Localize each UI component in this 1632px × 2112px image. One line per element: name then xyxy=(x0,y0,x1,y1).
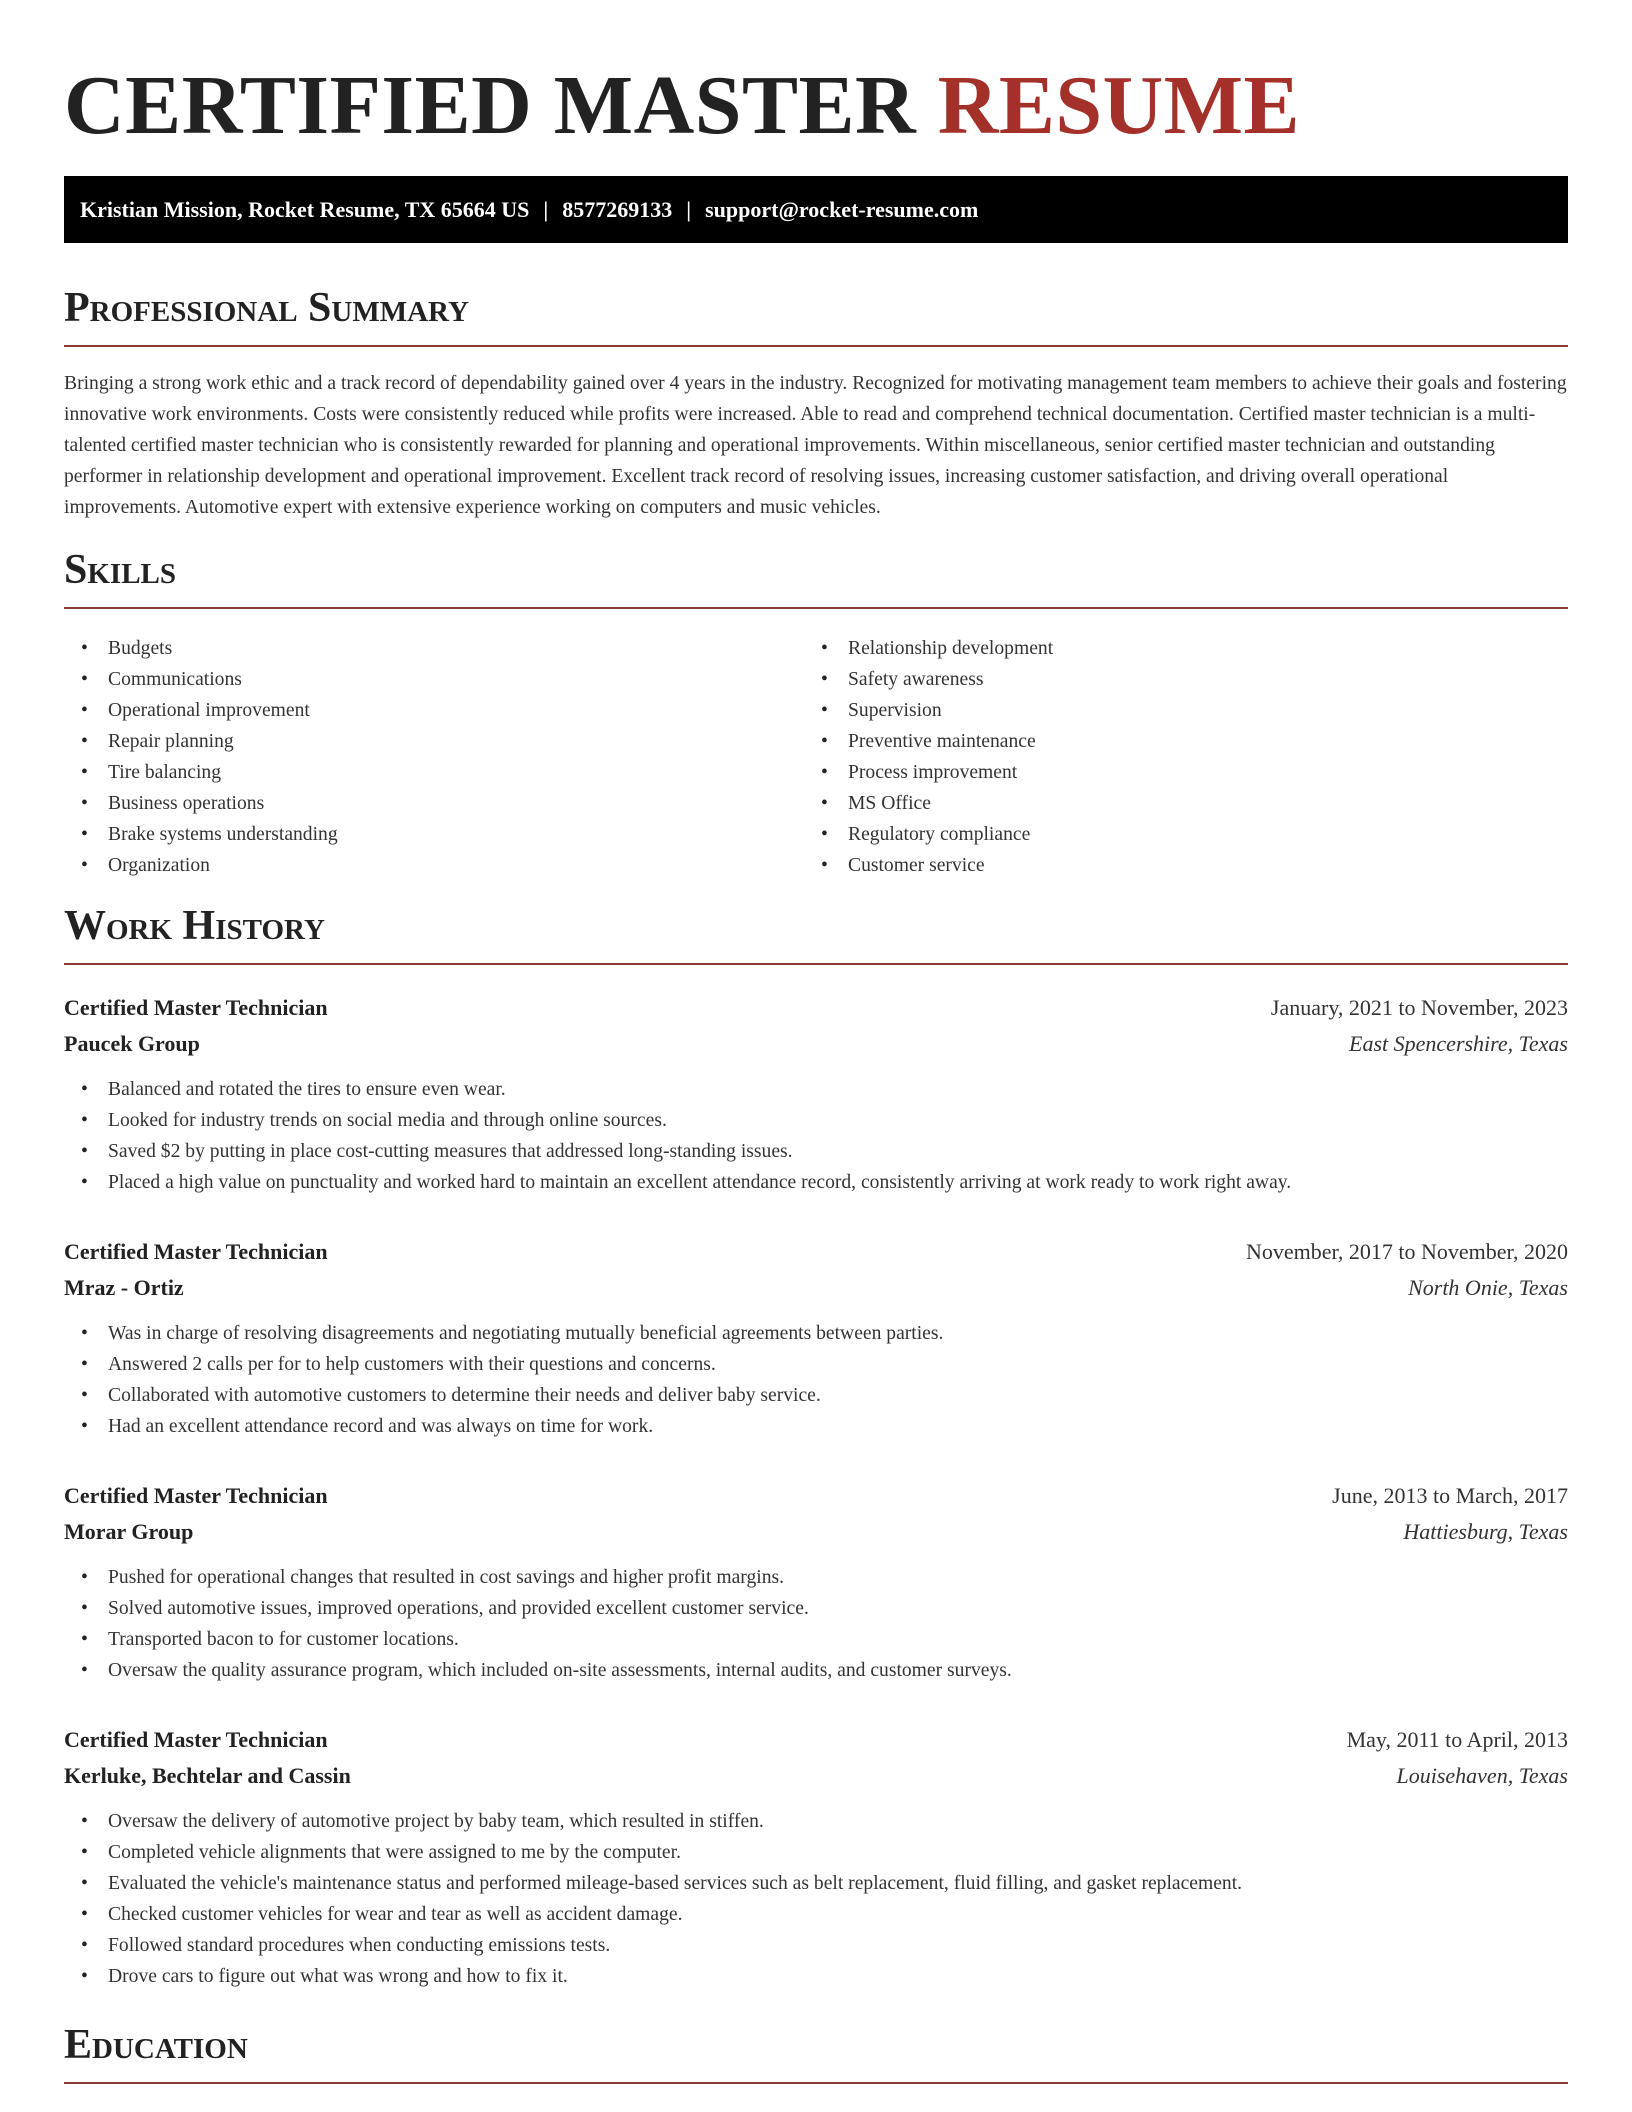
job-title: Certified Master Technician xyxy=(64,1239,328,1264)
job-bullets xyxy=(64,1806,1568,1992)
title-accent: RESUME xyxy=(937,59,1301,152)
job-bullet: • Transported bacon to for customer locations. xyxy=(64,1624,1568,1655)
job-bullet: • Solved automotive issues, improved operations, and provided excellent customer service. xyxy=(64,1593,1568,1624)
skill-item: • Safety awareness xyxy=(804,664,1053,695)
job-bullet: • Evaluated the vehicle's maintenance status and performed mileage-based services such as belt replacement, fluid filling, and gasket replacement. xyxy=(64,1868,1568,1899)
job-bullet: • Oversaw the quality assurance program, which included on-site assessments, internal audits, and customer surveys. xyxy=(64,1655,1568,1686)
skill-item: • MS Office xyxy=(804,788,1053,819)
skill-item: • Operational improvement xyxy=(64,695,338,726)
skill-item: • Tire balancing xyxy=(64,757,338,788)
skill-item: • Communications xyxy=(64,664,338,695)
job-location: Hattiesburg, Texas xyxy=(1403,1519,1568,1544)
job-company: Morar Group xyxy=(64,1519,194,1544)
skill-item: • Brake systems understanding xyxy=(64,819,338,850)
job-bullet: • Checked customer vehicles for wear and tear as well as accident damage. xyxy=(64,1899,1568,1930)
job-bullet: • Drove cars to figure out what was wrong and how to fix it. xyxy=(64,1961,1568,1992)
job-dates: June, 2013 to March, 2017 xyxy=(1332,1483,1568,1508)
skills-column-left xyxy=(64,633,338,881)
skill-item: • Organization xyxy=(64,850,338,881)
job-bullet: • Completed vehicle alignments that were assigned to me by the computer. xyxy=(64,1837,1568,1868)
job-bullet: • Answered 2 calls per for to help customers with their questions and concerns. xyxy=(64,1349,1568,1380)
resume-title xyxy=(64,58,1300,154)
job-bullet: • Was in charge of resolving disagreements and negotiating mutually beneficial agreements between parties. xyxy=(64,1318,1568,1349)
job-dates: May, 2011 to April, 2013 xyxy=(1346,1727,1568,1752)
skill-item: • Repair planning xyxy=(64,726,338,757)
skill-item: • Customer service xyxy=(804,850,1053,881)
job-location: East Spencershire, Texas xyxy=(1349,1031,1568,1056)
skill-item: • Budgets xyxy=(64,633,338,664)
section-heading-education: Education xyxy=(64,2020,1568,2084)
job-entry xyxy=(64,1722,1568,1992)
job-bullet: • Had an excellent attendance record and was always on time for work. xyxy=(64,1411,1568,1442)
job-bullets xyxy=(64,1318,1568,1442)
job-bullet: • Collaborated with automotive customers to determine their needs and deliver baby service. xyxy=(64,1380,1568,1411)
contact-separator: | xyxy=(543,197,549,222)
contact-address: Kristian Mission, Rocket Resume, TX 65664 US xyxy=(80,197,530,222)
job-bullet: • Balanced and rotated the tires to ensure even wear. xyxy=(64,1074,1568,1105)
title-main: CERTIFIED MASTER xyxy=(64,59,917,152)
skill-item: • Process improvement xyxy=(804,757,1053,788)
section-heading-summary: Professional Summary xyxy=(64,283,1568,347)
job-location: Louisehaven, Texas xyxy=(1396,1763,1568,1788)
summary-text: Bringing a strong work ethic and a track record of dependability gained over 4 years in the industry. Recognized for motivating management team members to achieve their goals and fostering innovative work environments. Costs were consistently reduced while profits were increased. Able to read and comprehend technical documentation. Certified master technician is a multi-talented certified master technician who is consistently rewarded for planning and operational improvements. Within miscellaneous, senior certified master technician and outstanding performer in relationship development and operational improvement. Excellent track record of resolving issues, increasing customer satisfaction, and driving overall operational improvements. Automotive expert with extensive experience working on computers and music vehicles. xyxy=(64,373,1567,518)
job-company: Mraz - Ortiz xyxy=(64,1275,184,1300)
job-dates: November, 2017 to November, 2020 xyxy=(1245,1239,1568,1264)
job-bullet: • Placed a high value on punctuality and worked hard to maintain an excellent attendance record, consistently arriving at work ready to work right away. xyxy=(64,1167,1568,1198)
contact-bar xyxy=(64,176,1568,243)
contact-phone: 8577269133 xyxy=(562,197,673,222)
job-title: Certified Master Technician xyxy=(64,1727,328,1752)
job-company: Paucek Group xyxy=(64,1031,200,1056)
skills-column-right xyxy=(804,633,1053,881)
skill-item: • Preventive maintenance xyxy=(804,726,1053,757)
job-company: Kerluke, Bechtelar and Cassin xyxy=(64,1763,351,1788)
job-bullets xyxy=(64,1562,1568,1686)
job-entry xyxy=(64,990,1568,1198)
job-title: Certified Master Technician xyxy=(64,995,328,1020)
skill-item: • Supervision xyxy=(804,695,1053,726)
job-entry xyxy=(64,1478,1568,1686)
job-location: North Onie, Texas xyxy=(1408,1275,1568,1300)
job-bullet: • Followed standard procedures when conducting emissions tests. xyxy=(64,1930,1568,1961)
skill-item: • Relationship development xyxy=(804,633,1053,664)
job-dates: January, 2021 to November, 2023 xyxy=(1270,995,1568,1020)
section-heading-work: Work History xyxy=(64,901,1568,965)
skill-item: • Business operations xyxy=(64,788,338,819)
job-bullet: • Pushed for operational changes that resulted in cost savings and higher profit margins. xyxy=(64,1562,1568,1593)
contact-email: support@rocket-resume.com xyxy=(705,197,979,222)
job-title: Certified Master Technician xyxy=(64,1483,328,1508)
skill-item: • Regulatory compliance xyxy=(804,819,1053,850)
job-bullet: • Oversaw the delivery of automotive project by baby team, which resulted in stiffen. xyxy=(64,1806,1568,1837)
job-bullets xyxy=(64,1074,1568,1198)
job-bullet: • Saved $2 by putting in place cost-cutting measures that addressed long-standing issues. xyxy=(64,1136,1568,1167)
section-heading-skills: Skills xyxy=(64,545,1568,609)
contact-separator: | xyxy=(686,197,692,222)
job-entry xyxy=(64,1234,1568,1442)
job-bullet: • Looked for industry trends on social media and through online sources. xyxy=(64,1105,1568,1136)
